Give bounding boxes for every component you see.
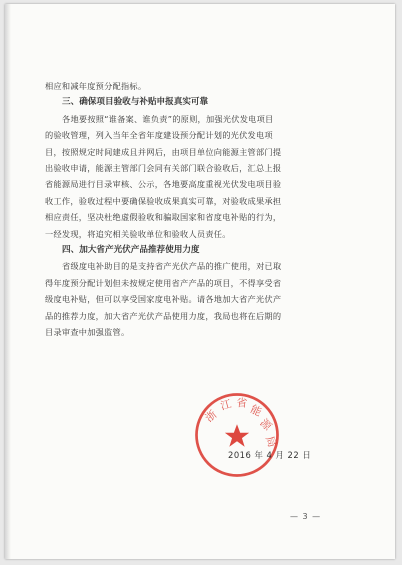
page-edge-shadow — [5, 4, 11, 559]
body-line: 省能源局进行目录审核、公示，各地要高度重视光伏发电项目验 — [45, 179, 282, 190]
body-line: 出验收申请，能源主管部门会同有关部门联合验收后，汇总上报 — [45, 163, 282, 174]
svg-text:局: 局 — [262, 434, 279, 449]
body-line: 相应和减年度预分配指标。 — [45, 81, 147, 91]
svg-text:省: 省 — [235, 396, 248, 411]
body-line: 目，按照规定时间建成且并网后，由项目单位向能源主管部门提 — [45, 146, 282, 157]
section-heading-3: 三、确保项目验收与补贴申报真实可靠 — [62, 97, 209, 108]
page-number: — 3 — — [290, 512, 322, 521]
body-line: 一经发现，将追究相关验收单位和验收人员责任。 — [45, 228, 231, 239]
body-line: 目录审查中加强监管。 — [45, 327, 130, 338]
body-line: 省级度电补助目的是支持省产光伏产品的推广使用，对已取 — [62, 261, 282, 272]
svg-text:能: 能 — [248, 402, 264, 419]
document-page — [5, 4, 395, 559]
body-line: 级度电补贴，但可以享受国家度电补贴。请各地加大省产光伏产 — [45, 294, 282, 305]
seal-star-icon — [225, 424, 249, 447]
official-seal — [192, 390, 282, 480]
body-line: 品的推荐力度，加大省产光伏产品使用力度，我局也将在后期的 — [45, 310, 282, 321]
body-line: 收工作，验收过程中要确保验收成果真实可靠，对验收成果承担 — [45, 195, 282, 206]
svg-text:江: 江 — [219, 397, 233, 413]
body-line: 的验收管理，列入当年全省年度建设预分配计划的光伏发电项 — [45, 130, 273, 141]
document-body — [45, 78, 357, 341]
body-line: 相应责任，坚决杜绝虚假验收和骗取国家和省度电补贴的行为， — [45, 212, 282, 223]
section-heading-4: 四、加大省产光伏产品推荐使用力度 — [62, 245, 200, 256]
document-date: 2016 年 4 月 22 日 — [228, 450, 312, 460]
body-line: 各地要按照“谁备案、谁负责”的原则，加强光伏发电项目 — [62, 113, 274, 124]
section-3-paragraph — [45, 111, 357, 242]
svg-text:源: 源 — [257, 416, 275, 434]
section-4-paragraph — [45, 258, 357, 340]
body-line: 得年度预分配计划但未按规定使用省产产品的项目，不得享受省 — [45, 277, 282, 288]
svg-text:浙: 浙 — [202, 407, 220, 425]
